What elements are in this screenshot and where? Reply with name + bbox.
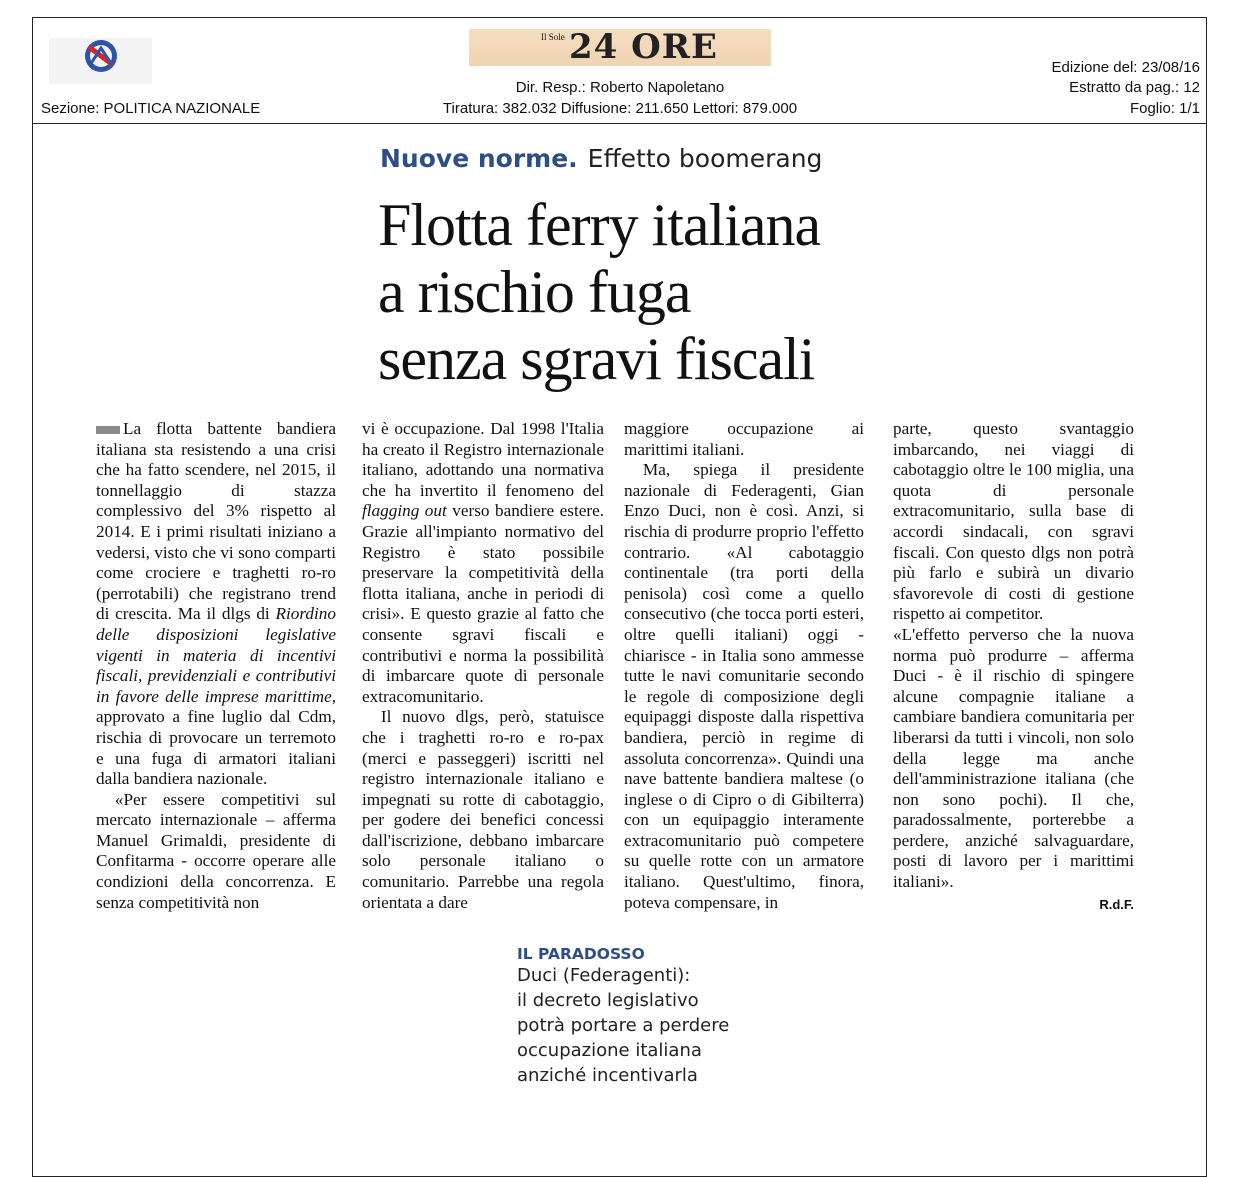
paragraph: Ma, spiega il presidente nazionale di Federagenti, Gian Enzo Duci, non è così. Anzi, si rischia di produrre proprio l'effetto contrario. «Al cabotaggio continentale (tra porti della penisola) così come a quello consecutivo (che tocca porti esteri, oltre quelli italiani) oggi - chiarisce - in Italia sono ammesse tutte le navi comunitarie secondo le regole di composizione degli equipaggi disposte dalla rispettiva bandiera, perciò in regime di assoluta concorrenza». Quindi una nave battente bandiera maltese (o inglese o di Cipro o di Gibilterra) con un equipaggio interamente extracomunitario può competere su quelle rotte con un armatore italiano. Quest'ultimo, finora, poteva compensare, in bbox=[624, 460, 864, 912]
section-label: Sezione: POLITICA NAZIONALE bbox=[41, 100, 261, 117]
masthead-title: 24 ORE bbox=[569, 27, 718, 67]
newspaper-masthead bbox=[469, 29, 771, 66]
author-signature: R.d.F. bbox=[1099, 896, 1134, 912]
sheet-number: Foglio: 1/1 bbox=[1129, 100, 1200, 117]
masthead-small: Il Sole bbox=[541, 32, 565, 42]
circulation-line: Tiratura: 382.032 Diffusione: 211.650 Lettori: 879.000 bbox=[442, 100, 798, 117]
italic-term: flagging out bbox=[362, 501, 447, 521]
article-column-2 bbox=[362, 419, 604, 913]
callout-line: anziché incentivarla bbox=[517, 1065, 698, 1086]
extract-page: Estratto da pag.: 12 bbox=[1069, 79, 1200, 96]
paragraph bbox=[96, 419, 336, 790]
paragraph-text: vi è occupazione. Dal 1998 l'Italia ha creato il Registro internazionale italiano, adottando una normativa che ha invertito il fenomeno del bbox=[362, 419, 604, 500]
kicker-bold: Nuove norme. bbox=[380, 144, 578, 173]
headline-line: senza sgravi fiscali bbox=[378, 326, 815, 392]
paragraph-text: approvato a fine luglio dal Cdm, rischia di provocare un terremoto e una fuga di armatori italiani dalla bandiera nazionale. bbox=[96, 707, 336, 789]
decree-title: Riordino delle disposizioni legislative vigenti in materia di incentivi fiscali, previdenziali e contributivi in favore delle imprese marittime, bbox=[96, 604, 336, 706]
director-line: Dir. Resp.: Roberto Napoletano bbox=[515, 79, 725, 96]
header-divider bbox=[32, 123, 1207, 124]
paragraph-text: La flotta battente bandiera italiana sta resistendo a una crisi che ha fatto scendere, nel 2015, il tonnellaggio di stazza complessivo del 3% rispetto al 2014. E i primi risultati iniziano a vedersi, visto che vi sono comparti come crociere e traghetti ro-ro (perrotabili) che registrano trend di crescita. Ma il dlgs di bbox=[96, 419, 336, 624]
paragraph-text: verso bandiere estere. Grazie all'impianto normativo del Registro è stato possibile preservare la competitività della flotta italiana, anche in periodi di crisi». E questo grazie al fatto che consente sgravi fiscali e contributivi e norma la possibilità di imbarcare quote di personale extracomunitario. bbox=[362, 501, 604, 706]
callout-line: Duci (Federagenti): bbox=[517, 965, 691, 986]
paragraph: Il nuovo dlgs, però, statuisce che i traghetti ro-ro e ro-pax (merci e passeggeri) iscritti nel registro internazionale italiano e impegnati su rotte di cabotaggio, per godere dei benefici concessi dall'iscrizione, debbano imbarcare solo personale italiano o comunitario. Parrebbe una regola orientata a dare bbox=[362, 707, 604, 912]
callout-line: potrà portare a perdere bbox=[517, 1015, 730, 1036]
lead-bullet-icon bbox=[96, 426, 120, 434]
callout-line: occupazione italiana bbox=[517, 1040, 702, 1061]
paragraph: «L'effetto perverso che la nuova norma può produrre – afferma Duci - è il rischio di spingere alcune compagnie italiane a cambiare bandiera comunitaria per liberarsi da tutti i vincoli, non solo della legge ma anche dell'amministrazione italiana (che non sono pochi). Il che, paradossalmente, porterebbe a perdere, anziché salvaguardare, posti di lavoro per i marittimi italiani». bbox=[893, 624, 1134, 892]
callout-text bbox=[517, 963, 737, 1088]
callout-box bbox=[517, 945, 737, 1088]
article-headline bbox=[378, 192, 820, 393]
article-kicker bbox=[380, 144, 822, 173]
edition-date: Edizione del: 23/08/16 bbox=[1051, 59, 1200, 76]
headline-line: Flotta ferry italiana bbox=[378, 192, 821, 258]
article-column-3 bbox=[624, 419, 864, 913]
paragraph: parte, questo svantaggio imbarcando, nei viaggi di cabotaggio oltre le 100 miglia, una quota di personale extracomunitario, sulla base di accordi sindacali, con sgravi fiscali. Con questo dlgs non potrà più farlo e subirà un divario sfavorevole di costi di gestione rispetto ai competitor. bbox=[893, 419, 1134, 624]
kicker-rest: Effetto boomerang bbox=[587, 144, 823, 173]
press-office-logo bbox=[49, 38, 152, 84]
headline-line: a rischio fuga bbox=[378, 259, 691, 325]
callout-line: il decreto legislativo bbox=[517, 990, 699, 1011]
paragraph: «Per essere competitivi sul mercato internazionale – afferma Manuel Grimaldi, presidente di Confitarma - occorre operare alle condizioni della concorrenza. E senza competitività non bbox=[96, 789, 336, 912]
article-column-4 bbox=[893, 419, 1134, 915]
logo-caption bbox=[51, 74, 151, 80]
paragraph: maggiore occupazione ai marittimi italiani. bbox=[624, 419, 864, 459]
paragraph bbox=[362, 419, 604, 707]
article-column-1 bbox=[96, 419, 336, 913]
callout-label: IL PARADOSSO bbox=[517, 945, 645, 963]
